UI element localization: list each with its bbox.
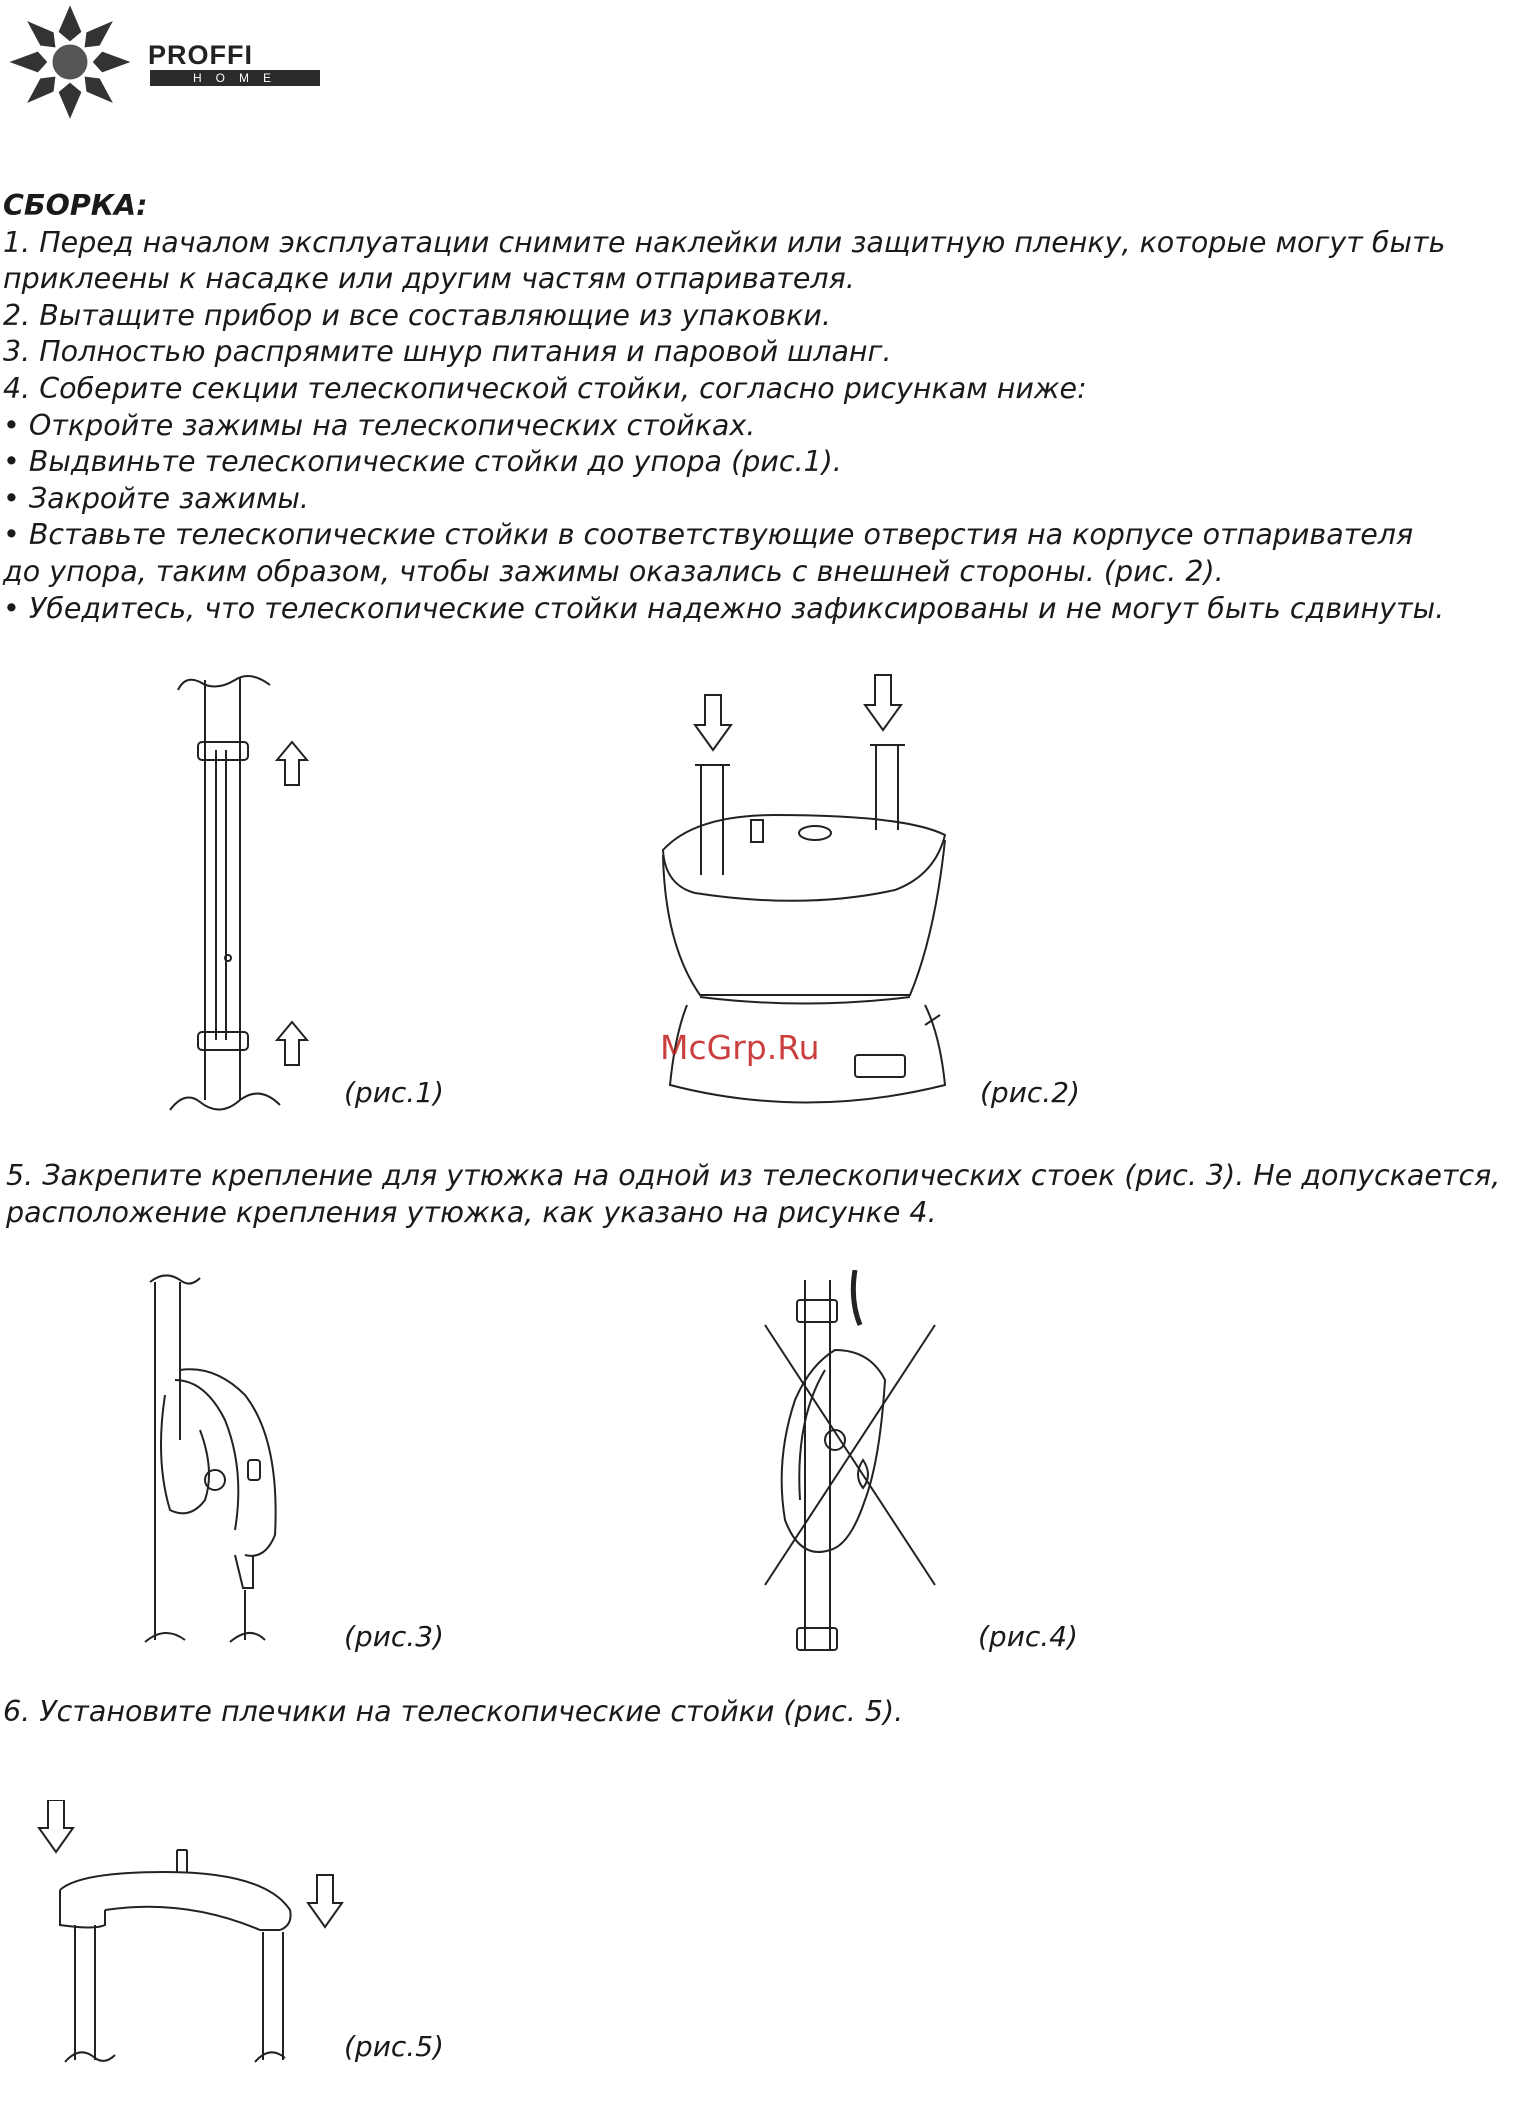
- figure-2-caption: (рис.2): [980, 1076, 1080, 1109]
- instruction-line: • Выдвиньте телескопические стойки до упора (рис.1).: [3, 445, 842, 479]
- figure-3-caption: (рис.3): [344, 1620, 444, 1653]
- brand-subtitle: HOME: [150, 70, 320, 86]
- instruction-line: 4. Соберите секции телескопической стойки, согласно рисункам ниже:: [3, 371, 1087, 405]
- instruction-line: приклеены к насадке или другим частям отпаривателя.: [3, 262, 855, 296]
- step-5-line: расположение крепления утюжка, как указано на рисунке 4.: [6, 1195, 937, 1229]
- figure-4-caption: (рис.4): [978, 1620, 1078, 1653]
- instruction-line: 1. Перед началом эксплуатации снимите наклейки или защитную пленку, которые могут быть: [3, 225, 1446, 259]
- step-5-text: [6, 1158, 1500, 1231]
- instruction-line: 3. Полностью распрямите шнур питания и паровой шланг.: [3, 335, 892, 369]
- figure-5-caption: (рис.5): [344, 2030, 444, 2063]
- figure-4-iron-holder-incorrect: [755, 1270, 945, 1665]
- instruction-line: • Вставьте телескопические стойки в соответствующие отверстия на корпусе отпаривателя: [3, 518, 1414, 552]
- step-5-line: 5. Закрепите крепление для утюжка на одной из телескопических стоек (рис. 3). Не допускается,: [6, 1159, 1501, 1192]
- watermark: McGrp.Ru: [660, 1028, 820, 1067]
- instruction-line: до упора, таким образом, чтобы зажимы оказались с внешней стороны. (рис. 2).: [3, 554, 1224, 588]
- step-6-text: 6. Установите плечики на телескопические стойки (рис. 5).: [3, 1695, 904, 1728]
- figure-3-iron-holder-correct: [135, 1270, 310, 1655]
- instruction-line: • Откройте зажимы на телескопических стойках.: [3, 408, 756, 442]
- instruction-line: • Убедитесь, что телескопические стойки надежно зафиксированы и не могут быть сдвинуты.: [3, 591, 1445, 625]
- assembly-instructions: [3, 188, 1508, 627]
- instruction-line: 2. Вытащите прибор и все составляющие из упаковки.: [3, 298, 831, 332]
- figure-1-caption: (рис.1): [344, 1076, 444, 1109]
- brand-name: PROFFI: [148, 40, 253, 70]
- assembly-heading: СБОРКА:: [3, 189, 148, 222]
- instruction-line: • Закройте зажимы.: [3, 481, 309, 515]
- figure-1-pole: [160, 670, 330, 1120]
- figure-5-hanger: [35, 1800, 355, 2085]
